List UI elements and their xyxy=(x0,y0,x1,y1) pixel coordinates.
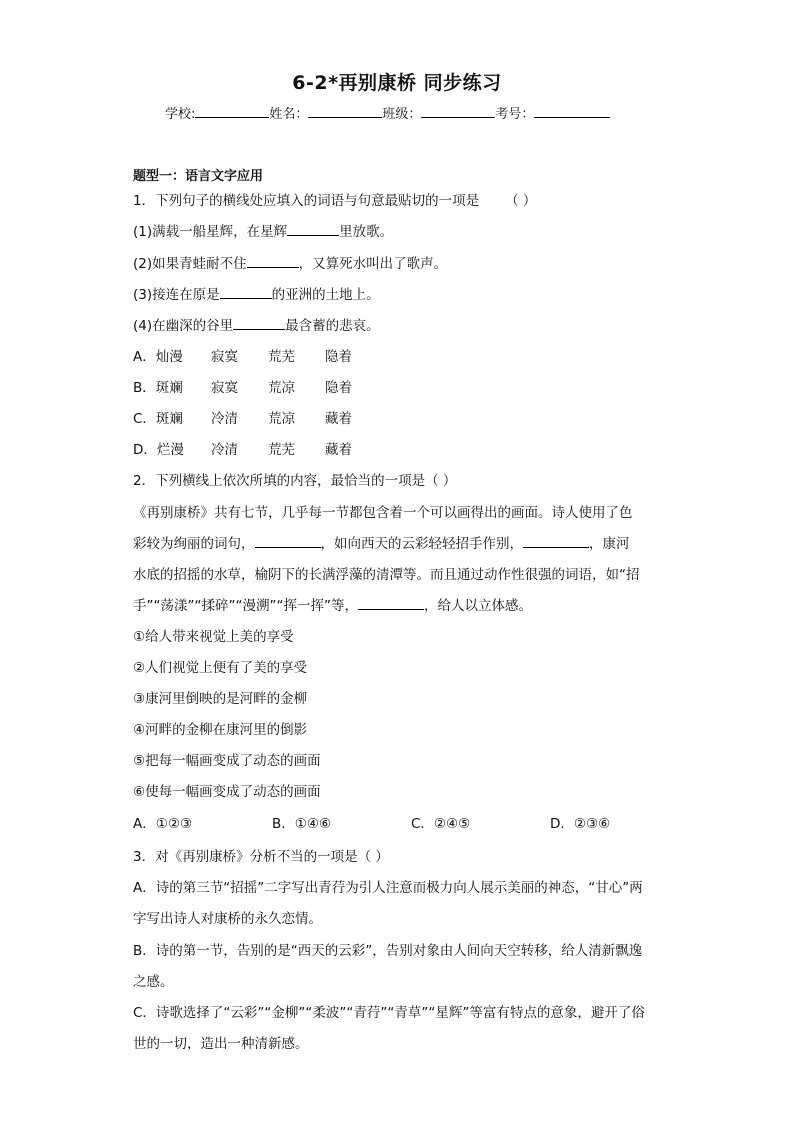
q1-sentence-1 xyxy=(133,223,393,241)
q2-option-c: C．②④⑤ xyxy=(411,816,471,832)
q2-option-a: A．①②③ xyxy=(133,816,193,832)
exam-no-blank xyxy=(534,104,610,118)
name-blank xyxy=(308,104,382,118)
q3-stem: 3．对《再别康桥》分析不当的一项是（ ） xyxy=(133,849,389,865)
q2-p2-part-b: ，如向西天的云彩轻轻招手作别， xyxy=(320,536,523,552)
q1-stem xyxy=(133,192,536,210)
q2-blank-1 xyxy=(255,535,321,548)
q2-blank-3 xyxy=(358,597,424,610)
q1-option-c xyxy=(133,410,352,428)
q1-s4-blank xyxy=(233,317,285,330)
q1-option-b-word-2: 寂寞 xyxy=(211,380,238,396)
q2-passage-line-3: 水底的招摇的水草，榆阴下的长满浮藻的清潭等。而且通过动作性很强的词语，如“招 xyxy=(133,567,640,583)
section-heading: 题型一：语言文字应用 xyxy=(133,169,264,184)
class-label: 班级： xyxy=(382,107,422,122)
q2-passage-line-2 xyxy=(133,535,630,553)
q2-options xyxy=(133,815,610,833)
q1-option-d xyxy=(133,441,352,459)
q1-s1-blank xyxy=(287,223,339,236)
q1-s4-part-a: (4)在幽深的谷里 xyxy=(133,318,234,334)
q1-s3-part-b: 的亚洲的土地上。 xyxy=(271,287,380,303)
q1-s3-part-a: (3)接连在原是 xyxy=(133,287,220,303)
q1-option-a xyxy=(133,348,352,366)
q2-item-3: ③康河里倒映的是河畔的金柳 xyxy=(133,691,308,707)
q3-option-b-line-1: B．诗的第一节，告别的是“西天的云彩”，告别对象由人间向天空转移，给人清新飘逸 xyxy=(133,943,643,959)
q1-s3-blank xyxy=(220,286,272,299)
q2-stem: 2．下列横线上依次所填的内容，最恰当的一项是（ ） xyxy=(133,473,457,489)
q1-sentence-4 xyxy=(133,317,380,335)
q1-option-b-word-3: 荒凉 xyxy=(268,380,295,396)
q2-p4-part-b: ，给人以立体感。 xyxy=(423,598,532,614)
q3-option-a-line-1: A．诗的第三节“招摇”二字写出青荇为引人注意而极力向人展示美丽的神态，“甘心”两 xyxy=(133,880,643,896)
q1-option-a-word-4: 隐着 xyxy=(325,349,352,365)
school-blank xyxy=(195,104,269,118)
q1-option-b-word-1: B．斑斓 xyxy=(133,380,183,396)
q2-blank-2 xyxy=(523,535,589,548)
q1-answer-paren: （ ） xyxy=(505,193,537,209)
q1-s2-part-b: ，又算死水叫出了歌声。 xyxy=(298,256,448,272)
q1-option-c-word-3: 荒凉 xyxy=(268,411,295,427)
q2-item-6: ⑥使每一幅画变成了动态的画面 xyxy=(133,784,321,800)
q1-stem-text: 1．下列句子的横线处应填入的词语与句意最贴切的一项是 xyxy=(133,193,480,209)
q2-passage-line-1: 《再别康桥》共有七节，几乎每一节都包含着一个可以画得出的画面。诗人使用了色 xyxy=(133,505,633,521)
q1-option-a-word-2: 寂寞 xyxy=(211,349,238,365)
q1-s4-part-b: 最含蓄的悲哀。 xyxy=(285,318,380,334)
name-label: 姓名： xyxy=(269,107,309,122)
q1-option-d-word-1: D．烂漫 xyxy=(133,442,184,458)
q1-sentence-3 xyxy=(133,286,380,304)
q1-s1-part-a: (1)满载一船星辉，在星辉 xyxy=(133,224,288,240)
school-label: 学校: xyxy=(165,107,196,122)
q1-s2-part-a: (2)如果青蛙耐不住 xyxy=(133,256,247,272)
q2-item-5: ⑤把每一幅画变成了动态的画面 xyxy=(133,753,321,769)
q2-item-2: ②人们视觉上便有了美的享受 xyxy=(133,660,308,676)
q3-option-a-line-2: 字写出诗人对康桥的永久恋情。 xyxy=(133,911,322,927)
q1-option-d-word-4: 藏着 xyxy=(325,442,352,458)
q2-item-4: ④河畔的金柳在康河里的倒影 xyxy=(133,722,308,738)
q1-option-c-word-1: C．斑斓 xyxy=(133,411,183,427)
q3-option-c-line-2: 世的一切，造出一种清新感。 xyxy=(133,1036,309,1052)
q2-p2-part-c: ，康河 xyxy=(589,536,630,552)
class-blank xyxy=(421,104,495,118)
q1-option-a-word-1: A．灿漫 xyxy=(133,349,183,365)
q1-option-a-word-3: 荒芜 xyxy=(268,349,295,365)
q3-option-c-line-1: C．诗歌选择了“云彩”“金柳”“柔波”“青荇”“青草”“星辉”等富有特点的意象，避开了俗 xyxy=(133,1005,645,1021)
exam-no-label: 考号： xyxy=(495,107,535,122)
q1-option-c-word-4: 藏着 xyxy=(325,411,352,427)
q1-option-c-word-2: 冷清 xyxy=(211,411,238,427)
q3-option-b-line-2: 之感。 xyxy=(133,974,174,990)
q2-p2-part-a: 彩较为绚丽的词句， xyxy=(133,536,255,552)
q1-option-b xyxy=(133,379,352,397)
q1-option-d-word-2: 冷清 xyxy=(211,442,238,458)
q2-passage-line-4 xyxy=(133,597,532,615)
q1-option-b-word-4: 隐着 xyxy=(325,380,352,396)
q1-sentence-2 xyxy=(133,255,447,273)
q2-option-d: D．②③⑥ xyxy=(550,816,611,832)
q2-p4-part-a: 手”“荡漾”“揉碎”“漫溯”“挥一挥”等， xyxy=(133,598,358,614)
q1-s2-blank xyxy=(247,255,299,268)
page-title: 6-2*再别康桥 同步练习 xyxy=(292,72,502,94)
q1-option-d-word-3: 荒芜 xyxy=(268,442,295,458)
q1-s1-part-b: 里放歌。 xyxy=(339,224,394,240)
q2-option-b: B．①④⑥ xyxy=(272,816,332,832)
q2-item-1: ①给人带来视觉上美的享受 xyxy=(133,629,294,645)
student-info-row xyxy=(165,103,610,122)
